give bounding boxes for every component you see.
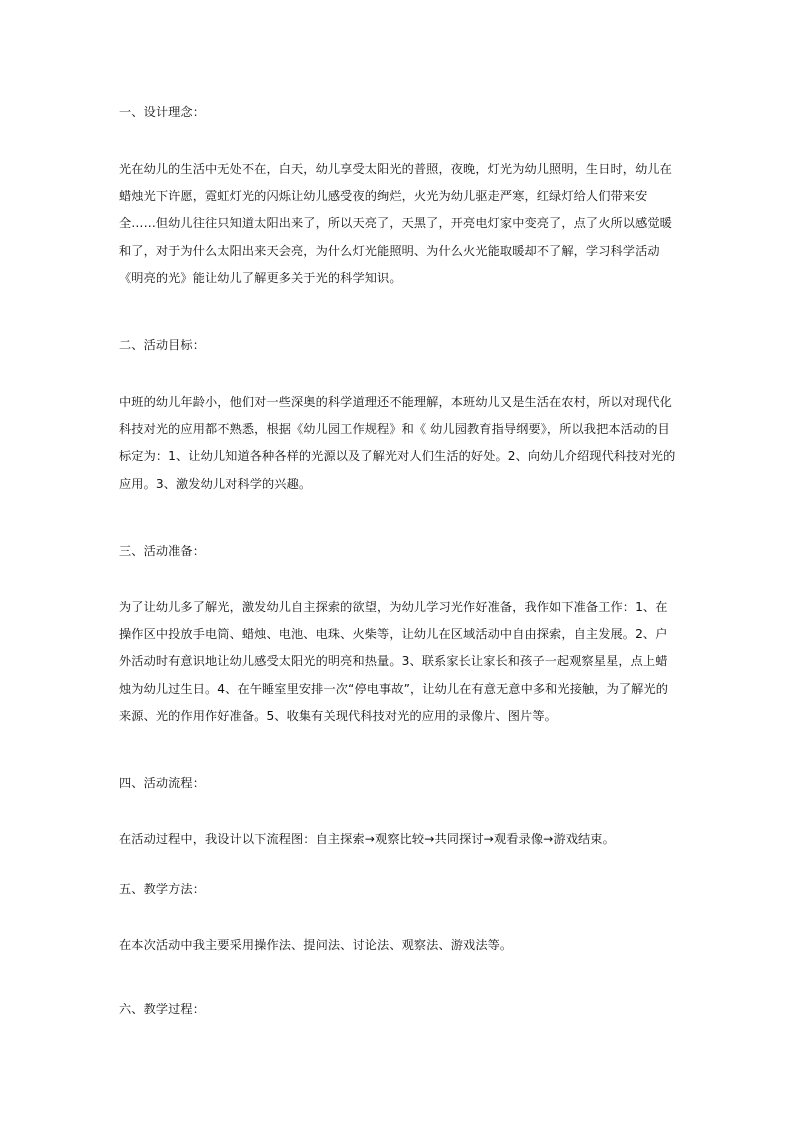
section-body-activity-flow: 在活动过程中，我设计以下流程图：自主探索→观察比较→共同探讨→观看录像→游戏结束。 (119, 832, 615, 846)
section-heading-teaching-process: 六、教学过程： (119, 1002, 206, 1016)
section-body-activity-preparation: 为了让幼儿多了解光，激发幼儿自主探索的欲望，为幼儿学习光作好准备，我作如下准备工作：1、在操作区中投放手电筒、蜡烛、电池、电珠、火柴等，让幼儿在区域活动中自由探索，自主发展。2、户外活动时有意识地让幼儿感受太阳光的明亮和热量。3、联系家长让家长和孩子一起观察星星，点上蜡烛为幼儿过生日。4、在午睡室里安排一次“停电事故”，让幼儿在有意无意中多和光接触，为了解光的来源、光的作用作好准备。5、收集有关现代科技对光的应用的录像片、图片等。 (119, 600, 669, 723)
section-body-activity-goals: 中班的幼儿年龄小，他们对一些深奥的科学道理还不能理解，本班幼儿又是生活在农村，所以对现代化科技对光的应用都不熟悉，根据《幼儿园工作规程》和《 幼儿园教育指导纲要》，所以我把本活动的目标定为：1、让幼儿知道各种各样的光源以及了解光对人们生活的好处。2、向幼儿介绍现代科技对光的应用。3、激发幼儿对科学的兴趣。 (119, 395, 676, 491)
section-body-design-concept: 光在幼儿的生活中无处不在，白天，幼儿享受太阳光的普照，夜晚，灯光为幼儿照明，生日时，幼儿在蜡烛光下许愿，霓虹灯光的闪烁让幼儿感受夜的绚烂，火光为幼儿驱走严寒，红绿灯给人们带来安全……但幼儿往往只知道太阳出来了，所以天亮了，天黑了，开亮电灯家中变亮了，点了火所以感觉暖和了，对于为什么太阳出来天会亮，为什么灯光能照明、为什么火光能取暖却不了解，学习科学活动《明亮的光》能让幼儿了解更多关于光的科学知识。 (119, 162, 672, 285)
section-body-teaching-methods: 在本次活动中我主要采用操作法、提问法、讨论法、观察法、游戏法等。 (119, 938, 513, 952)
section-heading-activity-goals: 二、活动目标： (119, 338, 206, 352)
section-heading-activity-preparation: 三、活动准备： (119, 544, 206, 558)
section-heading-teaching-methods: 五、教学方法： (119, 882, 206, 896)
section-heading-activity-flow: 四、活动流程： (119, 776, 206, 790)
section-heading-design-concept: 一、设计理念： (119, 105, 206, 119)
